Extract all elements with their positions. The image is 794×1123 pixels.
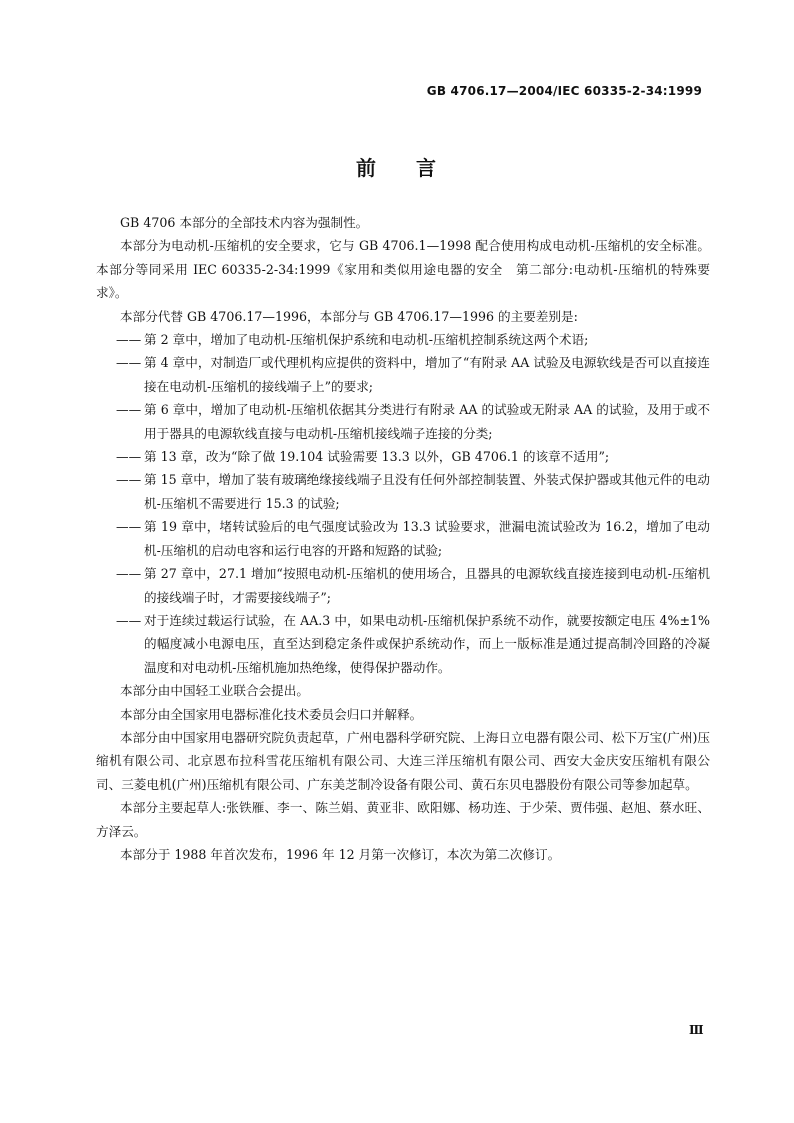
paragraph-history: 本部分于 1988 年首次发布，1996 年 12 月第一次修订，本次为第二次修订。: [120, 846, 561, 862]
paragraph-drafting-units: 本部分由中国家用电器研究院负责起草，广州电器科学研究院、上海日立电器有限公司、松下万宝(广州)压缩机有限公司、北京恩布拉科雪花压缩机有限公司、大连三洋压缩机有限公司、西安大金庆安压缩机有限公司、三菱电机(广州)压缩机有限公司、广东美芝制冷设备有限公司、黄石东贝电器股份有限公司等参加起草。: [96, 729, 710, 792]
paragraph-replaces: 本部分代替 GB 4706.17—1996，本部分与 GB 4706.17—1996 的主要差别是:: [120, 308, 578, 324]
dash-marker: ——: [116, 355, 142, 371]
title-char-2: 言: [416, 156, 438, 180]
dash-marker: ——: [116, 612, 142, 628]
list-item-text: 第 6 章中，增加了电动机-压缩机依据其分类进行有附录 AA 的试验或无附录 AA 的试验，及用于或不用于器具的电源软线直接与电动机-压缩机接线端子连接的分类;: [144, 402, 710, 441]
dash-marker: ——: [116, 472, 142, 488]
title-char-1: 前: [356, 156, 378, 180]
dash-marker: ——: [116, 566, 142, 582]
list-item: [96, 328, 710, 351]
standard-number: GB 4706.17—2004/IEC 60335-2-34:1999: [426, 84, 702, 98]
list-item: [96, 351, 710, 398]
list-item: [96, 398, 710, 445]
list-item: [96, 445, 710, 468]
list-item-text: 第 15 章中，增加了装有玻璃绝缘接线端子且没有任何外部控制装置、外装式保护器或其他元件的电动机-压缩机不需要进行 15.3 的试验;: [144, 472, 710, 511]
list-item: [96, 562, 710, 609]
list-item: [96, 515, 710, 562]
list-item: [96, 609, 710, 679]
list-item-text: 第 27 章中，27.1 增加“按照电动机-压缩机的使用场合，且器具的电源软线直接连接到电动机-压缩机的接线端子时，才需要接线端子”;: [144, 566, 710, 605]
list-item-text: 第 4 章中，对制造厂或代理机构应提供的资料中，增加了“有附录 AA 试验及电源软线是否可以直接连接在电动机-压缩机的接线端子上”的要求;: [144, 355, 710, 394]
dash-marker: ——: [116, 332, 142, 348]
paragraph-scope: 本部分为电动机-压缩机的安全要求，它与 GB 4706.1—1998 配合使用构成电动机-压缩机的安全标准。本部分等同采用 IEC 60335-2-34:1999《家用和类似用途电器的安全 第二部分:电动机-压缩机的特殊要求》。: [96, 238, 710, 301]
page-title: [0, 152, 794, 181]
paragraph-drafters: 本部分主要起草人:张铁雁、李一、陈兰娟、黄亚非、欧阳娜、杨功连、于少荣、贾伟强、赵旭、蔡水旺、方泽云。: [96, 800, 710, 839]
dash-marker: ——: [116, 402, 142, 418]
document-body: [96, 211, 710, 866]
list-item-text: 对于连续过载运行试验，在 AA.3 中，如果电动机-压缩机保护系统不动作，就要按额定电压 4%±1%的幅度减小电源电压，直至达到稳定条件或保护系统动作，而上一版标准是通过提高制冷回路的冷凝温度和对电动机-压缩机施加热绝缘，使得保护器动作。: [144, 612, 710, 675]
list-item: [96, 468, 710, 515]
paragraph-proposed-by: 本部分由中国轻工业联合会提出。: [120, 683, 309, 699]
list-item-text: 第 2 章中，增加了电动机-压缩机保护系统和电动机-压缩机控制系统这两个术语;: [144, 332, 589, 348]
list-item-text: 第 13 章，改为“除了做 19.104 试验需要 13.3 以外，GB 4706.1 的该章不适用”;: [144, 449, 610, 465]
paragraph-mandatory: GB 4706 本部分的全部技术内容为强制性。: [120, 215, 369, 230]
dash-marker: ——: [116, 449, 142, 465]
paragraph-administered-by: 本部分由全国家用电器标准化技术委员会归口并解释。: [120, 706, 423, 722]
list-item-text: 第 19 章中，堵转试验后的电气强度试验改为 13.3 试验要求，泄漏电流试验改为 16.2，增加了电动机-压缩机的启动电容和运行电容的开路和短路的试验;: [144, 519, 710, 558]
dash-marker: ——: [116, 519, 142, 535]
page-number: Ⅲ: [689, 1023, 704, 1037]
